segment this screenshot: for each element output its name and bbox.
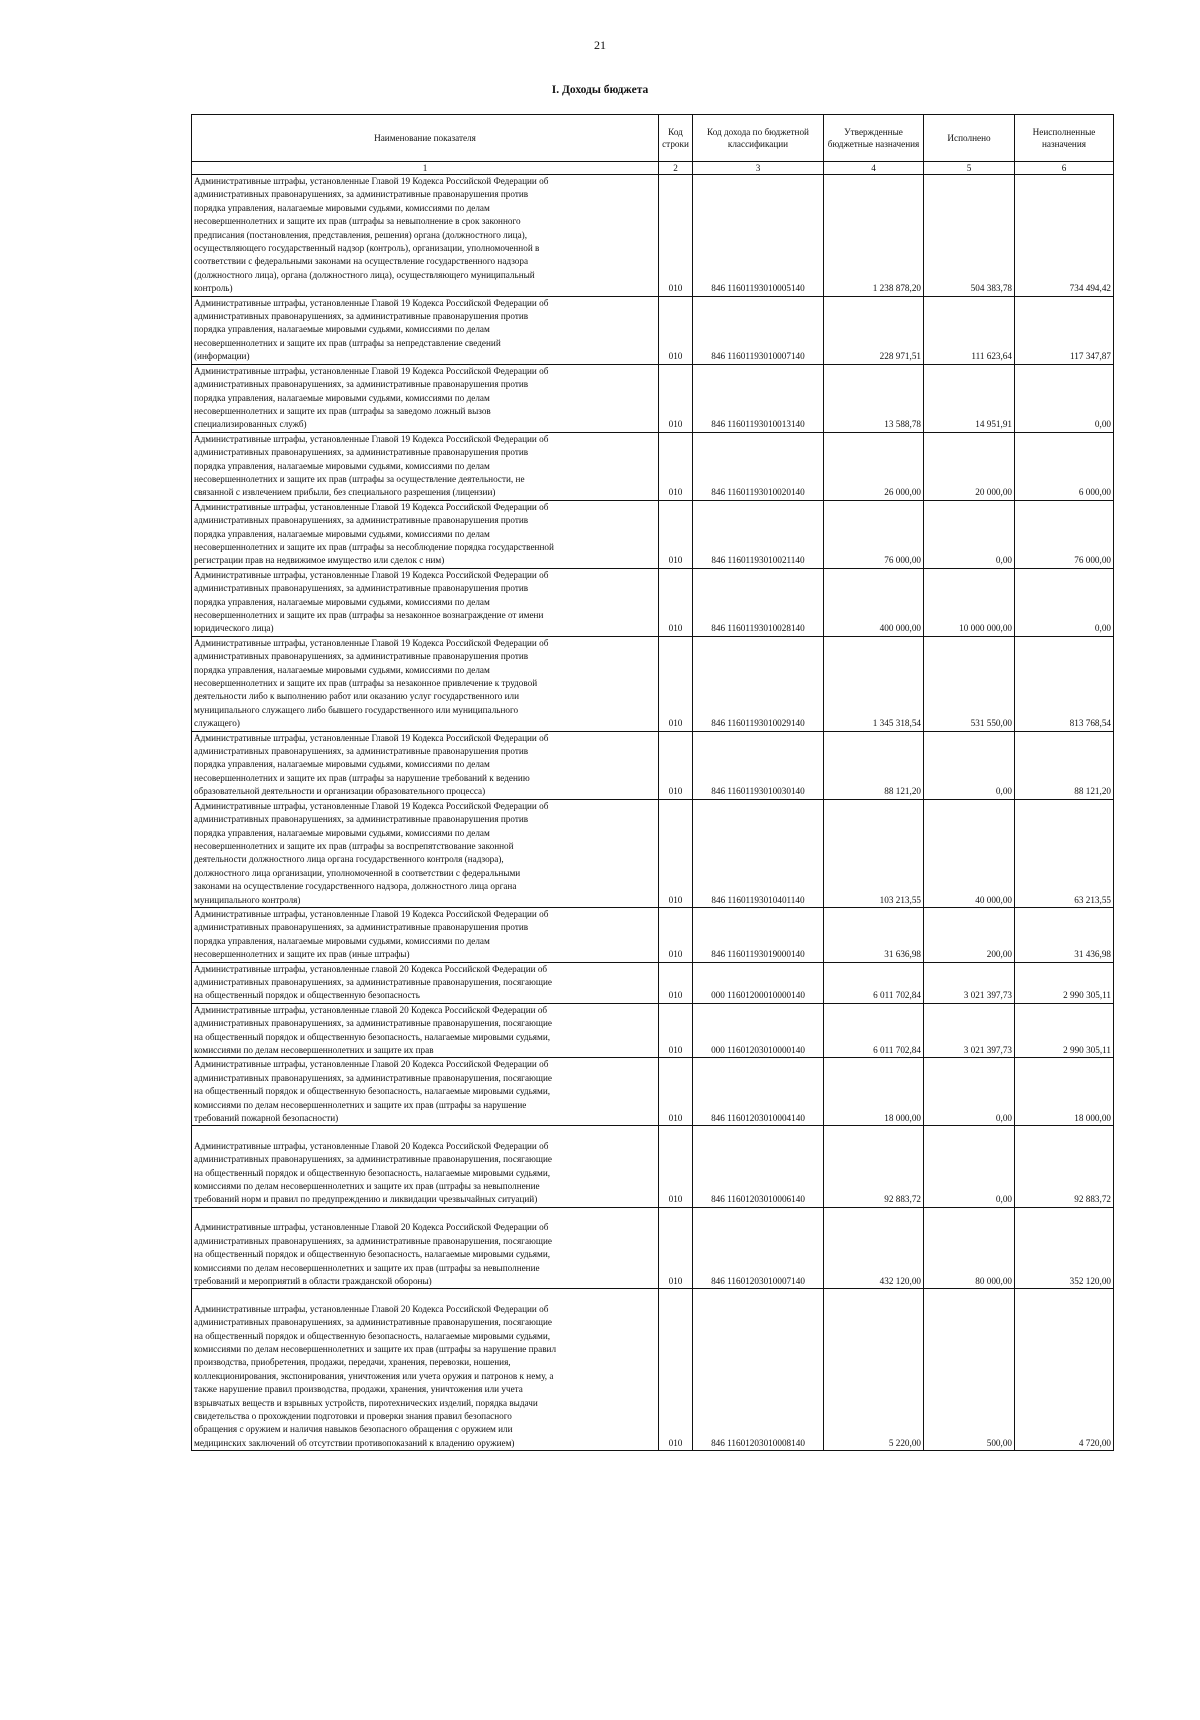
row-executed: 3 021 397,73 — [924, 1003, 1015, 1058]
row-code: 010 — [659, 1207, 693, 1288]
row-executed: 40 000,00 — [924, 799, 1015, 907]
row-name: Административные штрафы, установленные Главой 19 Кодекса Российской Федерации об административных правонарушениях, за административные правонарушения против порядка управления, налагаемые мировыми судьями, комиссиями по делам несовершеннолетних и защите их прав (штрафы за незаконное привлечение к трудовой деятельности либо к выполнению работ или оказанию услуг государственного или муниципального служащего либо бывшего государственного или муниципального служащего) — [192, 636, 659, 731]
row-name: Административные штрафы, установленные Главой 19 Кодекса Российской Федерации об административных правонарушениях, за административные правонарушения против порядка управления, налагаемые мировыми судьями, комиссиями по делам несовершеннолетних и защите их прав (штрафы за непредставление сведений (информации) — [192, 296, 659, 364]
row-approved: 76 000,00 — [824, 500, 924, 568]
row-code: 010 — [659, 1058, 693, 1126]
row-name: Административные штрафы, установленные Главой 19 Кодекса Российской Федерации об административных правонарушениях, за административные правонарушения против порядка управления, налагаемые мировыми судьями, комиссиями по делам несовершеннолетних и защите их прав (иные штрафы) — [192, 907, 659, 962]
row-code: 010 — [659, 907, 693, 962]
row-unexecuted: 352 120,00 — [1015, 1207, 1114, 1288]
row-approved: 18 000,00 — [824, 1058, 924, 1126]
row-approved: 88 121,20 — [824, 731, 924, 799]
row-name: Административные штрафы, установленные Главой 20 Кодекса Российской Федерации об административных правонарушениях, за административные правонарушения, посягающие на общественный порядок и общественную безопасность, налагаемые мировыми судьями, комиссиями по делам несовершеннолетних и защите их прав (штрафы за невыполнение требований норм и правил по предупреждению и ликвидации чрезвычайных ситуаций) — [192, 1126, 659, 1207]
header-code: Код строки — [659, 115, 693, 162]
row-executed: 20 000,00 — [924, 432, 1015, 500]
row-kbk: 846 11601193010007140 — [693, 296, 824, 364]
row-executed: 3 021 397,73 — [924, 962, 1015, 1003]
row-kbk: 846 11601193010005140 — [693, 175, 824, 297]
row-code: 010 — [659, 1003, 693, 1058]
row-executed: 531 550,00 — [924, 636, 1015, 731]
row-kbk: 846 11601203010004140 — [693, 1058, 824, 1126]
row-approved: 103 213,55 — [824, 799, 924, 907]
row-code: 010 — [659, 175, 693, 297]
table-header-row — [192, 115, 1114, 162]
row-executed: 200,00 — [924, 907, 1015, 962]
row-code: 010 — [659, 962, 693, 1003]
column-number: 2 — [659, 162, 693, 175]
row-kbk: 846 11601203010008140 — [693, 1289, 824, 1451]
row-unexecuted: 76 000,00 — [1015, 500, 1114, 568]
row-code: 010 — [659, 296, 693, 364]
row-executed: 0,00 — [924, 731, 1015, 799]
row-executed: 10 000 000,00 — [924, 568, 1015, 636]
row-code: 010 — [659, 364, 693, 432]
column-number: 4 — [824, 162, 924, 175]
row-code: 010 — [659, 500, 693, 568]
row-name: Административные штрафы, установленные главой 20 Кодекса Российской Федерации об административных правонарушениях, за административные правонарушения, посягающие на общественный порядок и общественную безопасность, налагаемые мировыми судьями, комиссиями по делам несовершеннолетних и защите их прав — [192, 1003, 659, 1058]
row-unexecuted: 2 990 305,11 — [1015, 962, 1114, 1003]
row-name: Административные штрафы, установленные Главой 19 Кодекса Российской Федерации об административных правонарушениях, за административные правонарушения против порядка управления, налагаемые мировыми судьями, комиссиями по делам несовершеннолетних и защите их прав (штрафы за воспрепятствование законной деятельности должностного лица органа государственного контроля (надзора), должностного лица организации, уполномоченной в соответствии с федеральными законами на осуществление государственного надзора, должностного лица органа муниципального контроля) — [192, 799, 659, 907]
column-number: 3 — [693, 162, 824, 175]
table-row — [192, 799, 1114, 907]
row-approved: 92 883,72 — [824, 1126, 924, 1207]
column-number: 6 — [1015, 162, 1114, 175]
row-approved: 26 000,00 — [824, 432, 924, 500]
table-row — [192, 175, 1114, 297]
row-name: Административные штрафы, установленные Главой 19 Кодекса Российской Федерации об административных правонарушениях, за административные правонарушения против порядка управления, налагаемые мировыми судьями, комиссиями по делам несовершеннолетних и защите их прав (штрафы за невыполнение в срок законного предписания (постановления, представления, решения) органа (должностного лица), осуществляющего государственный надзор (контроль), организации, уполномоченной в соответствии с федеральными законами на осуществление государственного надзора (должностного лица), органа (должностного лица), осуществляющего муниципальный контроль) — [192, 175, 659, 297]
row-kbk: 846 11601193010028140 — [693, 568, 824, 636]
row-name: Административные штрафы, установленные Главой 19 Кодекса Российской Федерации об административных правонарушениях, за административные правонарушения против порядка управления, налагаемые мировыми судьями, комиссиями по делам несовершеннолетних и защите их прав (штрафы за заведомо ложный вызов специализированных служб) — [192, 364, 659, 432]
row-kbk: 000 11601200010000140 — [693, 962, 824, 1003]
row-unexecuted: 0,00 — [1015, 364, 1114, 432]
row-unexecuted: 88 121,20 — [1015, 731, 1114, 799]
table-row — [192, 907, 1114, 962]
row-executed: 111 623,64 — [924, 296, 1015, 364]
row-code: 010 — [659, 1289, 693, 1451]
row-name: Административные штрафы, установленные Главой 20 Кодекса Российской Федерации об административных правонарушениях, за административные правонарушения, посягающие на общественный порядок и общественную безопасность, налагаемые мировыми судьями, комиссиями по делам несовершеннолетних и защите их прав (штрафы за невыполнение требований и мероприятий в области гражданской обороны) — [192, 1207, 659, 1288]
row-kbk: 846 11601193010029140 — [693, 636, 824, 731]
row-code: 010 — [659, 432, 693, 500]
table-row — [192, 731, 1114, 799]
row-approved: 228 971,51 — [824, 296, 924, 364]
row-kbk: 846 11601193010030140 — [693, 731, 824, 799]
row-unexecuted: 18 000,00 — [1015, 1058, 1114, 1126]
row-executed: 0,00 — [924, 1126, 1015, 1207]
row-approved: 400 000,00 — [824, 568, 924, 636]
row-code: 010 — [659, 1126, 693, 1207]
row-unexecuted: 813 768,54 — [1015, 636, 1114, 731]
row-approved: 6 011 702,84 — [824, 1003, 924, 1058]
row-executed: 504 383,78 — [924, 175, 1015, 297]
table-row — [192, 568, 1114, 636]
row-kbk: 846 11601193010020140 — [693, 432, 824, 500]
row-executed: 500,00 — [924, 1289, 1015, 1451]
row-unexecuted: 734 494,42 — [1015, 175, 1114, 297]
row-approved: 5 220,00 — [824, 1289, 924, 1451]
header-executed: Исполнено — [924, 115, 1015, 162]
table-row — [192, 296, 1114, 364]
revenue-table — [191, 114, 1114, 1451]
row-executed: 14 951,91 — [924, 364, 1015, 432]
header-unexecuted: Неисполненные назначения — [1015, 115, 1114, 162]
row-unexecuted: 117 347,87 — [1015, 296, 1114, 364]
row-name: Административные штрафы, установленные Главой 19 Кодекса Российской Федерации об административных правонарушениях, за административные правонарушения против порядка управления, налагаемые мировыми судьями, комиссиями по делам несовершеннолетних и защите их прав (штрафы за несоблюдение порядка государственной регистрации прав на недвижимое имущество или сделок с ним) — [192, 500, 659, 568]
table-row — [192, 1003, 1114, 1058]
row-kbk: 846 11601203010006140 — [693, 1126, 824, 1207]
row-code: 010 — [659, 731, 693, 799]
row-name: Административные штрафы, установленные Главой 20 Кодекса Российской Федерации об административных правонарушениях, за административные правонарушения, посягающие на общественный порядок и общественную безопасность, налагаемые мировыми судьями, комиссиями по делам несовершеннолетних и защите их прав (штрафы за нарушение требований пожарной безопасности) — [192, 1058, 659, 1126]
table-row — [192, 636, 1114, 731]
row-unexecuted: 31 436,98 — [1015, 907, 1114, 962]
row-executed: 80 000,00 — [924, 1207, 1015, 1288]
row-unexecuted: 2 990 305,11 — [1015, 1003, 1114, 1058]
row-kbk: 846 11601193010401140 — [693, 799, 824, 907]
header-name: Наименование показателя — [192, 115, 659, 162]
row-unexecuted: 4 720,00 — [1015, 1289, 1114, 1451]
row-name: Административные штрафы, установленные Главой 19 Кодекса Российской Федерации об административных правонарушениях, за административные правонарушения против порядка управления, налагаемые мировыми судьями, комиссиями по делам несовершеннолетних и защите их прав (штрафы за нарушение требований к ведению образовательной деятельности и организации образовательного процесса) — [192, 731, 659, 799]
row-name: Административные штрафы, установленные Главой 20 Кодекса Российской Федерации об административных правонарушениях, за административные правонарушения, посягающие на общественный порядок и общественную безопасность, налагаемые мировыми судьями, комиссиями по делам несовершеннолетних и защите их прав (штрафы за нарушение правил производства, приобретения, продажи, передачи, хранения, перевозки, ношения, коллекционирования, экспонирования, уничтожения или учета оружия и патронов к нему, а также нарушение правил производства, продажи, хранения, уничтожения или учета взрывчатых веществ и взрывных устройств, пиротехнических изделий, порядка выдачи свидетельства о прохождении подготовки и проверки знания правил безопасного обращения с оружием и наличия навыков безопасного обращения с оружием или медицинских заключений об отсутствии противопоказаний к владению оружием) — [192, 1289, 659, 1451]
row-name: Административные штрафы, установленные Главой 19 Кодекса Российской Федерации об административных правонарушениях, за административные правонарушения против порядка управления, налагаемые мировыми судьями, комиссиями по делам несовершеннолетних и защите их прав (штрафы за незаконное вознаграждение от имени юридического лица) — [192, 568, 659, 636]
page-number: 21 — [594, 38, 606, 52]
row-kbk: 846 11601193010021140 — [693, 500, 824, 568]
row-kbk: 000 11601203010000140 — [693, 1003, 824, 1058]
row-kbk: 846 11601193010013140 — [693, 364, 824, 432]
row-kbk: 846 11601193019000140 — [693, 907, 824, 962]
row-approved: 1 345 318,54 — [824, 636, 924, 731]
row-approved: 432 120,00 — [824, 1207, 924, 1288]
table-row — [192, 1058, 1114, 1126]
row-code: 010 — [659, 568, 693, 636]
row-approved: 13 588,78 — [824, 364, 924, 432]
table-row — [192, 1289, 1114, 1451]
row-executed: 0,00 — [924, 1058, 1015, 1126]
table-row — [192, 1207, 1114, 1288]
row-name: Административные штрафы, установленные главой 20 Кодекса Российской Федерации об административных правонарушениях, за административные правонарушения, посягающие на общественный порядок и общественную безопасность — [192, 962, 659, 1003]
table-row — [192, 364, 1114, 432]
column-number: 5 — [924, 162, 1015, 175]
row-unexecuted: 0,00 — [1015, 568, 1114, 636]
row-code: 010 — [659, 799, 693, 907]
table-row — [192, 500, 1114, 568]
table-row — [192, 432, 1114, 500]
header-kbk: Код дохода по бюджетной классификации — [693, 115, 824, 162]
row-code: 010 — [659, 636, 693, 731]
table-row — [192, 962, 1114, 1003]
row-unexecuted: 63 213,55 — [1015, 799, 1114, 907]
row-name: Административные штрафы, установленные Главой 19 Кодекса Российской Федерации об административных правонарушениях, за административные правонарушения против порядка управления, налагаемые мировыми судьями, комиссиями по делам несовершеннолетних и защите их прав (штрафы за осуществление деятельности, не связанной с извлечением прибыли, без специального разрешения (лицензии) — [192, 432, 659, 500]
row-kbk: 846 11601203010007140 — [693, 1207, 824, 1288]
column-number-row — [192, 162, 1114, 175]
row-approved: 1 238 878,20 — [824, 175, 924, 297]
header-approved: Утвержденные бюджетные назначения — [824, 115, 924, 162]
table-row — [192, 1126, 1114, 1207]
row-approved: 31 636,98 — [824, 907, 924, 962]
row-approved: 6 011 702,84 — [824, 962, 924, 1003]
row-unexecuted: 6 000,00 — [1015, 432, 1114, 500]
row-unexecuted: 92 883,72 — [1015, 1126, 1114, 1207]
row-executed: 0,00 — [924, 500, 1015, 568]
column-number: 1 — [192, 162, 659, 175]
document-title: I. Доходы бюджета — [551, 84, 649, 96]
